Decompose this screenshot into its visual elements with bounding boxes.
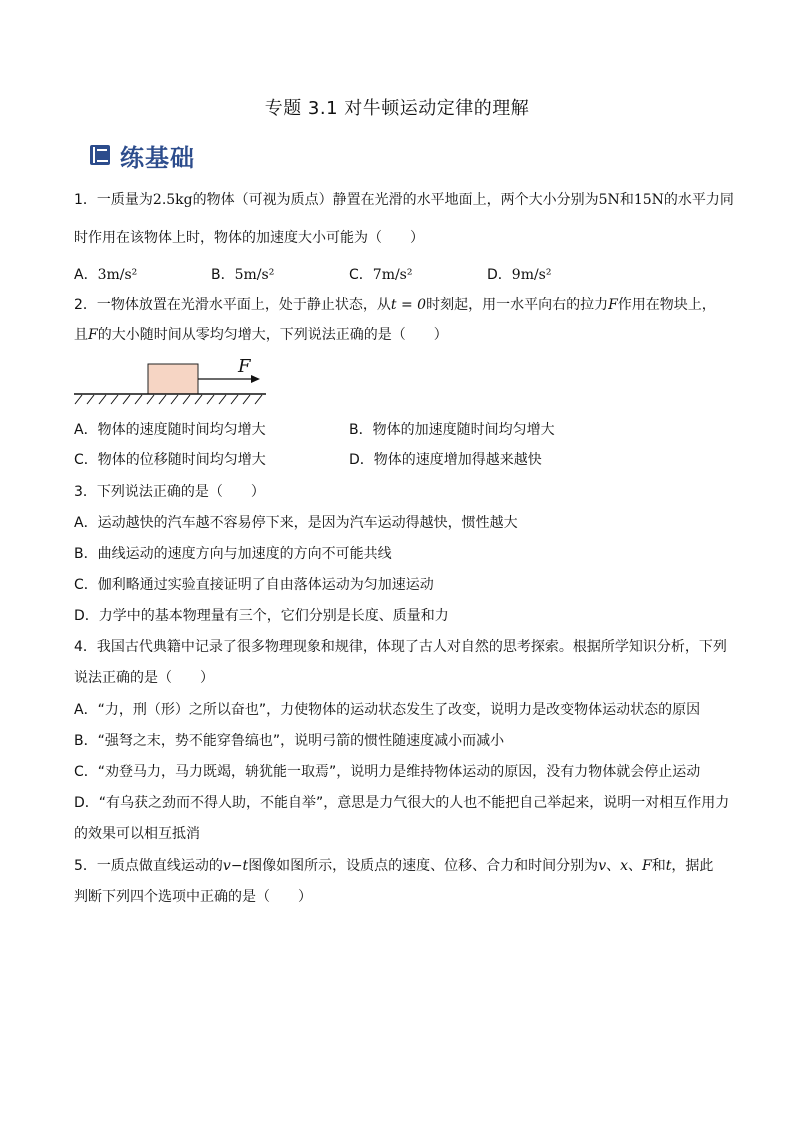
q1-option-c: C．7m/s² xyxy=(349,267,413,283)
q4-option-d: D．“有乌获之劲而不得人助，不能自举”，意思是力气很大的人也不能把自己举起来，说明一对相互作用力 xyxy=(74,795,730,811)
q1-stem-line1 xyxy=(74,191,734,209)
q4-stem-line1: 4．我国古代典籍中记录了很多物理现象和规律，体现了古人对自然的思考探索。根据所学知识分析，下列 xyxy=(74,639,727,655)
q1-text-d: 的水平力同 xyxy=(663,192,734,208)
q1-text-c: 和 xyxy=(619,192,634,208)
q4-stem-line2: 说法正确的是（ ） xyxy=(74,670,214,686)
q3-option-a: A．运动越快的汽车越不容易停下来，是因为汽车运动得越快，惯性越大 xyxy=(74,515,518,531)
page-title: 专题 3.1 对牛顿运动定律的理解 xyxy=(264,98,530,119)
block xyxy=(148,364,198,394)
q2-stem-line1: 2．一物体放置在光滑水平面上，处于静止状态，从t = 0时刻起，用一水平向右的拉力F作用在物块上， xyxy=(74,297,716,313)
q2-option-c: C．物体的位移随时间均匀增大 xyxy=(74,452,266,468)
q1-option-b: B．5m/s² xyxy=(211,267,275,283)
q3-stem: 3．下列说法正确的是（ ） xyxy=(74,484,265,500)
section-label: 练基础 xyxy=(120,143,195,172)
q3-option-d: D．力学中的基本物理量有三个，它们分别是长度、质量和力 xyxy=(74,608,449,624)
force-arrowhead xyxy=(251,375,260,383)
q3-option-c: C．伽利略通过实验直接证明了自由落体运动为匀加速运动 xyxy=(74,577,434,593)
q2-stem-line2: 且F的大小随时间从零均匀增大，下列说法正确的是（ ） xyxy=(74,327,448,343)
q1-option-d: D．9m/s² xyxy=(487,267,552,283)
q1-text-b: 的物体（可视为质点）静置在光滑的水平地面上，两个大小分别为 xyxy=(192,192,599,208)
q1-text-a: 1．一质量为 xyxy=(74,192,153,208)
q4-option-c: C．“劝登马力，马力既竭，辀犹能一取焉”，说明力是维持物体运动的原因，没有力物体就会停止运动 xyxy=(74,764,701,780)
q1-mass: 2.5kg xyxy=(152,192,193,208)
q1-force2: 15N xyxy=(633,192,664,208)
q2-option-d: D．物体的速度增加得越来越快 xyxy=(349,452,542,468)
q2-t-expression: t = 0 xyxy=(390,297,427,313)
section-heading xyxy=(88,138,195,172)
q4-option-d-continued: 的效果可以相互抵消 xyxy=(74,826,200,842)
book-icon xyxy=(88,143,112,167)
q5-stem-line2: 判断下列四个选项中正确的是（ ） xyxy=(74,889,312,905)
q1-option-a: A．3m/s² xyxy=(74,267,138,283)
q3-option-b: B．曲线运动的速度方向与加速度的方向不可能共线 xyxy=(74,546,392,562)
q4-option-b: B．“强弩之末，势不能穿鲁缟也”，说明弓箭的惯性随速度减小而减小 xyxy=(74,733,505,749)
q5-stem-line1: 5．一质点做直线运动的v−t图像如图所示，设质点的速度、位移、合力和时间分别为v、x、F和t，据此 xyxy=(74,858,714,874)
q2-option-b: B．物体的加速度随时间均匀增大 xyxy=(349,422,555,438)
q1-force1: 5N xyxy=(598,192,620,208)
q4-option-a: A．“力，刑（形）之所以奋也”，力使物体的运动状态发生了改变，说明力是改变物体运动状态的原因 xyxy=(74,702,701,718)
ground-hatching xyxy=(75,395,262,404)
force-label: F xyxy=(238,356,251,377)
q1-stem-line2: 时作用在该物体上时，物体的加速度大小可能为（ ） xyxy=(74,230,424,246)
block-force-figure xyxy=(72,352,272,410)
q2-option-a: A．物体的速度随时间均匀增大 xyxy=(74,422,266,438)
q2-force-symbol: F xyxy=(608,297,618,313)
q5-vt-symbol: v−t xyxy=(222,858,249,874)
